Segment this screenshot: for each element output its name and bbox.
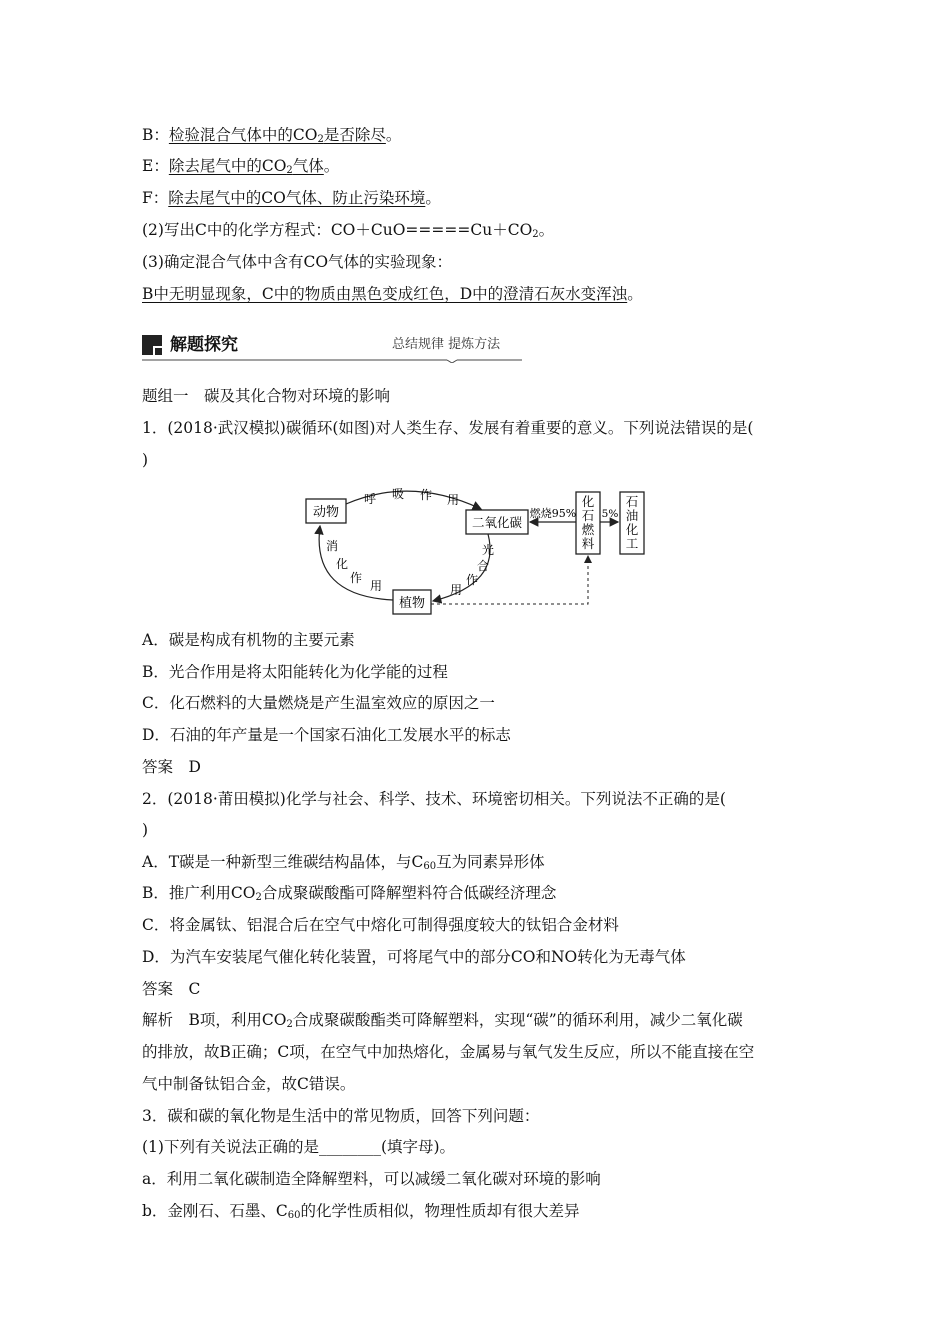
q1-option-a: A．碳是构成有机物的主要元素 bbox=[142, 631, 355, 649]
petro-char-2: 油 bbox=[625, 508, 639, 523]
section-title: 解题探究 bbox=[170, 335, 238, 355]
item-f: F：除去尾气中的CO气体、防止污染环境。 bbox=[142, 189, 441, 207]
item-e-answer: 除去尾气中的$CO_2$气体 bbox=[168, 157, 324, 176]
q1-option-d: D．石油的年产量是一个国家石油化工发展水平的标志 bbox=[142, 726, 511, 744]
burning-label: 燃烧95% bbox=[529, 507, 577, 520]
fossil-char-4: 料 bbox=[581, 536, 595, 551]
fossil-char-1: 化 bbox=[581, 494, 595, 509]
photosynthesis-char-1: 光 bbox=[481, 543, 495, 557]
respiration-char-4: 用 bbox=[446, 493, 460, 507]
section-subtitle: 总结规律 提炼方法 bbox=[392, 337, 501, 352]
digestion-char-3: 作 bbox=[349, 571, 363, 585]
q2-explanation-3: 气中制备钛铝合金，故C错误。 bbox=[142, 1075, 356, 1093]
item-b-label: B： bbox=[142, 126, 169, 144]
respiration-char-2: 吸 bbox=[391, 487, 405, 501]
q3-option-b: b．金刚石、石墨、$C_{60}$的化学性质相似，物理性质却有很大差异 bbox=[142, 1202, 580, 1221]
q2-stem: 2．(2018·莆田模拟)化学与社会、科学、技术、环境密切相关。下列说法不正确的是( bbox=[142, 790, 726, 808]
carbon-cycle-diagram bbox=[296, 484, 656, 624]
group-title: 题组一 碳及其化合物对环境的影响 bbox=[142, 387, 391, 405]
petro-char-4: 工 bbox=[625, 536, 639, 551]
item-b-answer: 检验混合气体中的$CO_2$是否除尽 bbox=[168, 126, 386, 145]
q3-option-a: a．利用二氧化碳制造全降解塑料，可以减缓二氧化碳对环境的影响 bbox=[142, 1170, 601, 1188]
co2-label: 二氧化碳 bbox=[471, 515, 523, 530]
q2-option-a: A．T碳是一种新型三维碳结构晶体，与$C_{60}$互为同素异形体 bbox=[142, 853, 545, 872]
q3-sub-1: (1)下列有关说法正确的是________(填字母)。 bbox=[142, 1138, 456, 1156]
q2-stem-end: ) bbox=[142, 821, 149, 839]
digestion-char-1: 消 bbox=[325, 539, 339, 553]
q1-stem-end: ) bbox=[142, 451, 149, 469]
petro-char-1: 石 bbox=[625, 494, 639, 509]
fossil-char-2: 石 bbox=[581, 508, 595, 523]
question-3-answer: B中无明显现象，C中的物质由黑色变成红色，D中的澄清石灰水变浑浊。 bbox=[142, 285, 643, 303]
question-2-equation: (2)写出C中的化学方程式：$CO+CuO=====Cu+CO_2$。 bbox=[142, 221, 555, 240]
item-f-answer: 除去尾气中的CO气体、防止污染环境 bbox=[168, 189, 426, 207]
item-e: E：除去尾气中的$CO_2$气体。 bbox=[142, 157, 340, 176]
q1-option-c: C．化石燃料的大量燃烧是产生温室效应的原因之一 bbox=[142, 694, 495, 712]
q2-option-d: D．为汽车安装尾气催化转化装置，可将尾气中的部分CO和NO转化为无毒气体 bbox=[142, 948, 686, 966]
plant-label: 植物 bbox=[398, 596, 426, 611]
q2-answer: 答案 C bbox=[142, 980, 201, 998]
animal-label: 动物 bbox=[312, 505, 340, 520]
respiration-char-3: 作 bbox=[419, 488, 433, 502]
q2-option-b: B．推广利用$CO_2$合成聚碳酸酯可降解塑料符合低碳经济理念 bbox=[142, 884, 557, 903]
petro-char-3: 化 bbox=[625, 522, 639, 537]
q2-option-c: C．将金属钛、铝混合后在空气中熔化可制得强度较大的钛铝合金材料 bbox=[142, 916, 619, 934]
q1-stem: 1．(2018·武汉模拟)碳循环(如图)对人类生存、发展有着重要的意义。下列说法错误的是( bbox=[142, 419, 754, 437]
section-rule bbox=[142, 359, 522, 363]
q2-explanation-2: 的排放，故B正确；C项，在空气中加热熔化，金属易与氧气发生反应，所以不能直接在空 bbox=[142, 1043, 755, 1061]
petro-percent-label: 5% bbox=[601, 508, 619, 520]
section-header bbox=[142, 333, 522, 361]
respiration-char-1: 呼 bbox=[363, 492, 377, 506]
digestion-char-2: 化 bbox=[335, 557, 349, 571]
question-3-prompt: (3)确定混合气体中含有CO气体的实验现象： bbox=[142, 253, 453, 271]
item-f-label: F： bbox=[142, 189, 169, 207]
digestion-char-4: 用 bbox=[369, 579, 383, 593]
item-e-label: E： bbox=[142, 157, 169, 175]
q1-option-b: B．光合作用是将太阳能转化为化学能的过程 bbox=[142, 663, 448, 681]
photosynthesis-char-4: 用 bbox=[449, 583, 463, 597]
q1-answer: 答案 D bbox=[142, 758, 201, 776]
q3-stem: 3．碳和碳的氧化物是生活中的常见物质，回答下列问题： bbox=[142, 1107, 540, 1125]
fossil-char-3: 燃 bbox=[581, 522, 595, 537]
square-bullet-icon bbox=[142, 335, 162, 355]
item-b: B：检验混合气体中的$CO_2$是否除尽。 bbox=[142, 126, 402, 145]
photosynthesis-char-2: 合 bbox=[476, 559, 490, 573]
photosynthesis-char-3: 作 bbox=[465, 573, 479, 587]
q2-explanation-1: 解析 B项，利用$CO_2$合成聚碳酸酯类可降解塑料，实现“碳”的循环利用，减少二氧化碳 bbox=[142, 1011, 743, 1030]
